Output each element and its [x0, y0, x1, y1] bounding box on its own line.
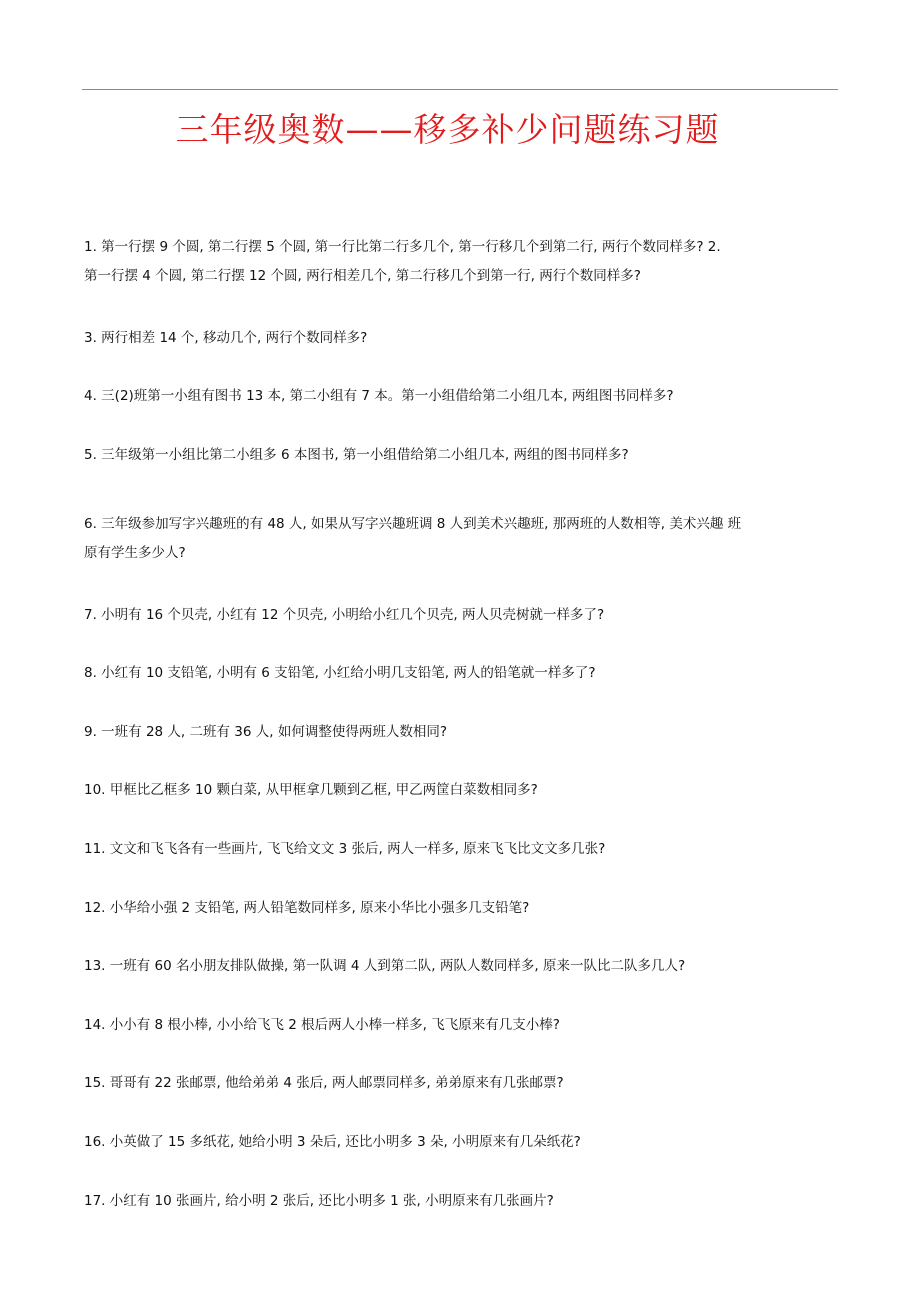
question-line: 5. 三年级第一小组比第二小组多 6 本图书, 第一小组借给第二小组几本, 两组的图书同样多?	[84, 447, 629, 463]
question-14	[84, 1011, 844, 1040]
header-rule	[82, 89, 838, 90]
question-7	[84, 601, 844, 630]
question-line: 3. 两行相差 14 个, 移动几个, 两行个数同样多?	[84, 330, 368, 346]
question-15	[84, 1069, 844, 1098]
question-line: 11. 文文和飞飞各有一些画片, 飞飞给文文 3 张后, 两人一样多, 原来飞飞比文文多几张?	[84, 841, 606, 857]
question-line: 16. 小英做了 15 多纸花, 她给小明 3 朵后, 还比小明多 3 朵, 小明原来有几朵纸花?	[84, 1134, 581, 1150]
question-line: 7. 小明有 16 个贝壳, 小红有 12 个贝壳, 小明给小红几个贝壳, 两人贝壳树就一样多了?	[84, 607, 605, 623]
question-line: 12. 小华给小强 2 支铅笔, 两人铅笔数同样多, 原来小华比小强多几支铅笔?	[84, 900, 530, 916]
question-13	[84, 952, 844, 981]
question-16	[84, 1128, 844, 1157]
question-line: 第一行摆 4 个圆, 第二行摆 12 个圆, 两行相差几个, 第二行移几个到第一行, 两行个数同样多?	[84, 268, 641, 284]
question-12	[84, 894, 844, 923]
question-line: 10. 甲框比乙框多 10 颗白菜, 从甲框拿几颗到乙框, 甲乙两筐白菜数相同多?	[84, 782, 538, 798]
question-17	[84, 1187, 844, 1216]
question-9	[84, 718, 844, 747]
question-4	[84, 382, 844, 411]
question-line: 13. 一班有 60 名小朋友排队做操, 第一队调 4 人到第二队, 两队人数同样多, 原来一队比二队多几人?	[84, 958, 686, 974]
question-3	[84, 324, 844, 353]
question-line: 4. 三(2)班第一小组有图书 13 本, 第二小组有 7 本。第一小组借给第二小组几本, 两组图书同样多?	[84, 388, 674, 404]
question-line: 15. 哥哥有 22 张邮票, 他给弟弟 4 张后, 两人邮票同样多, 弟弟原来有几张邮票?	[84, 1075, 564, 1091]
page-title: 三年级奥数——移多补少问题练习题	[175, 110, 720, 149]
question-line: 8. 小红有 10 支铅笔, 小明有 6 支铅笔, 小红给小明几支铅笔, 两人的铅笔就一样多了?	[84, 665, 596, 681]
question-line: 1. 第一行摆 9 个圆, 第二行摆 5 个圆, 第一行比第二行多几个, 第一行移几个到第二行, 两行个数同样多? 2.	[84, 239, 721, 255]
question-11	[84, 835, 844, 864]
question-line: 14. 小小有 8 根小棒, 小小给飞飞 2 根后两人小棒一样多, 飞飞原来有几支小棒?	[84, 1017, 560, 1033]
question-1-2	[84, 233, 844, 291]
question-10	[84, 776, 844, 805]
question-8	[84, 659, 844, 688]
question-line: 6. 三年级参加写字兴趣班的有 48 人, 如果从写字兴趣班调 8 人到美术兴趣班, 那两班的人数相等, 美术兴趣 班	[84, 516, 742, 532]
question-line: 9. 一班有 28 人, 二班有 36 人, 如何调整使得两班人数相同?	[84, 724, 448, 740]
question-6	[84, 510, 844, 568]
question-line: 17. 小红有 10 张画片, 给小明 2 张后, 还比小明多 1 张, 小明原来有几张画片?	[84, 1193, 554, 1209]
question-line: 原有学生多少人?	[84, 545, 186, 561]
question-5	[84, 441, 844, 470]
